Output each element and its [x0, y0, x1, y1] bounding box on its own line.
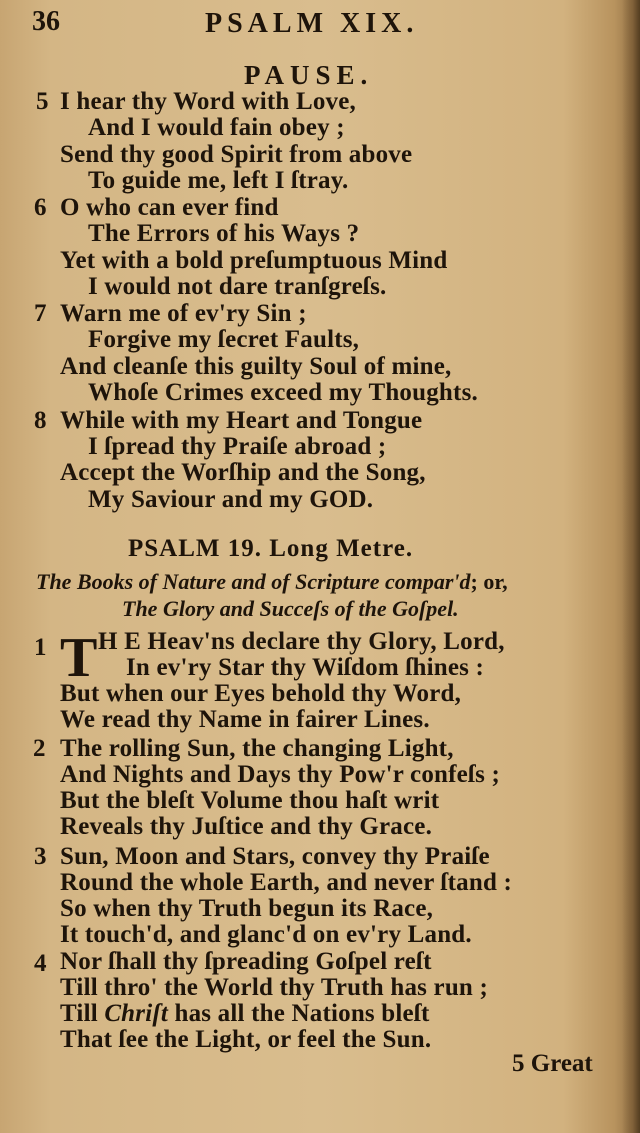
verse-line: Yet with a bold preſumptuous Mind: [60, 247, 448, 274]
verse-number: 4: [34, 950, 47, 977]
verse-number: 5: [36, 88, 49, 115]
verse-line: Reveals thy Juſtice and thy Grace.: [60, 813, 433, 840]
verse-line: Till thro' the World thy Truth has run ;: [60, 974, 489, 1001]
verse-line: I ſpread thy Praiſe abroad ;: [88, 433, 387, 460]
verse-line: So when thy Truth begun its Race,: [60, 895, 434, 922]
verse-line: Accept the Worſhip and the Song,: [60, 459, 426, 486]
verse-line: The Errors of his Ways ?: [88, 220, 360, 247]
verse-line: Forgive my ſecret Faults,: [88, 326, 360, 353]
page-number: 36: [32, 6, 60, 37]
verse-number: 2: [33, 735, 46, 762]
verse-line: O who can ever find: [60, 194, 279, 221]
verse-line: Send thy good Spirit from above: [60, 141, 413, 168]
verse-number: 3: [34, 843, 47, 870]
verse-number: 7: [34, 300, 47, 327]
verse-line: We read thy Name in fairer Lines.: [60, 706, 430, 733]
verse-line: H E Heav'ns declare thy Glory, Lord,: [98, 628, 505, 655]
verse-line: It touch'd, and glanc'd on ev'ry Land.: [60, 921, 472, 948]
verse-line: My Saviour and my GOD.: [88, 486, 374, 513]
verse-line: Nor ſhall thy ſpreading Goſpel reſt: [60, 948, 432, 975]
psalm-subtitle-line2: The Glory and Succeſs of the Goſpel.: [122, 596, 459, 621]
verse-line: In ev'ry Star thy Wiſdom ſhines :: [126, 654, 485, 681]
verse-line: Warn me of ev'ry Sin ;: [60, 300, 307, 327]
psalm-subtitle-line1: [36, 569, 508, 595]
line-text: Till: [60, 1000, 105, 1027]
verse-line: And Nights and Days thy Pow'r confeſs ;: [60, 761, 501, 788]
verse-line: But when our Eyes behold thy Word,: [60, 680, 462, 707]
verse-number: 8: [34, 407, 47, 434]
line-text-italic: Chriſt: [104, 1000, 169, 1027]
drop-cap: T: [60, 627, 98, 689]
verse-line: Sun, Moon and Stars, convey thy Praiſe: [60, 843, 490, 870]
verse-line: And I would fain obey ;: [88, 114, 345, 141]
verse-number: 6: [34, 194, 47, 221]
psalm-title: PSALM 19. Long Metre.: [128, 535, 414, 562]
verse-line: [60, 1000, 430, 1028]
pause-heading: PAUSE.: [244, 60, 374, 90]
verse-line: Whoſe Crimes exceed my Thoughts.: [88, 379, 478, 406]
verse-line: I hear thy Word with Love,: [60, 88, 356, 115]
verse-line: The rolling Sun, the changing Light,: [60, 735, 454, 762]
verse-line: While with my Heart and Tongue: [60, 407, 423, 434]
verse-line: Round the whole Earth, and never ſtand :: [60, 869, 513, 896]
verse-line: But the bleſt Volume thou haſt writ: [60, 787, 440, 814]
verse-line: That ſee the Light, or feel the Sun.: [60, 1026, 432, 1053]
subtitle-tail: ; or,: [470, 569, 508, 594]
running-head: PSALM XIX.: [205, 8, 419, 39]
page-edge-shadow: [622, 0, 640, 1133]
verse-line: And cleanſe this guilty Soul of mine,: [60, 353, 452, 380]
line-text: has all the Nations bleſt: [168, 1000, 430, 1027]
subtitle-italic: The Books of Nature and of Scripture compar'd: [36, 569, 471, 594]
verse-number: 1: [34, 634, 47, 661]
catchword: 5 Great: [512, 1050, 593, 1077]
verse-line: I would not dare tranſgreſs.: [88, 273, 387, 300]
verse-line: To guide me, left I ſtray.: [88, 167, 349, 194]
